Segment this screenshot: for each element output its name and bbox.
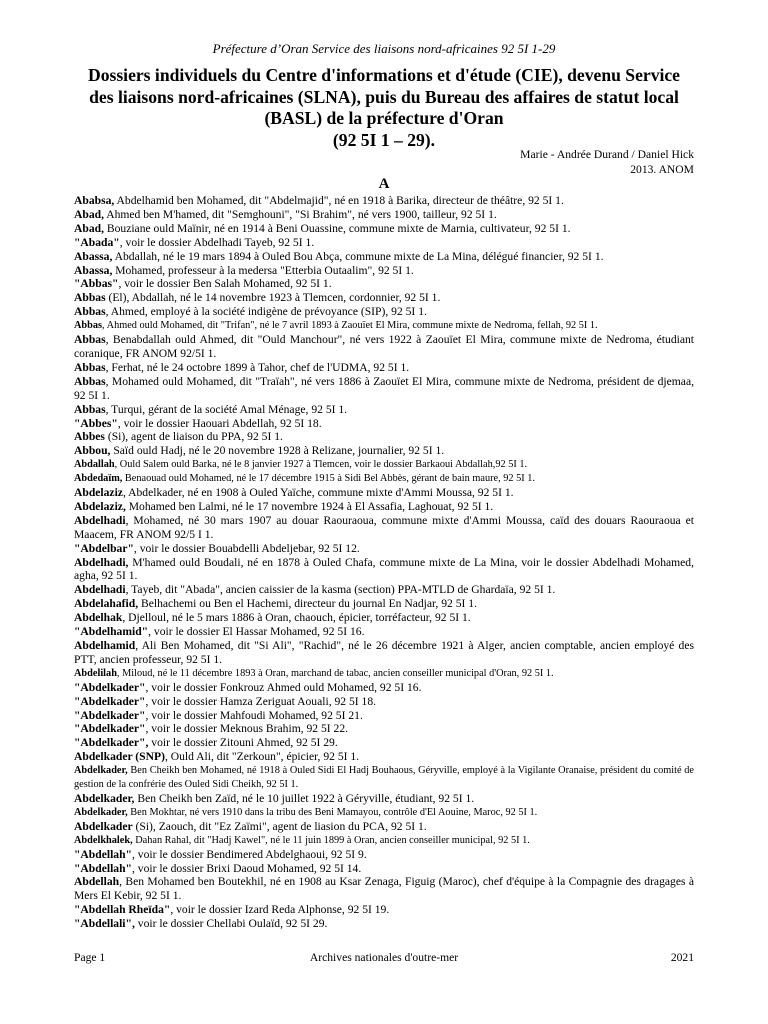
entry-name: "Abdelkader" xyxy=(74,708,146,722)
list-item xyxy=(74,333,694,361)
entry-name: "Abbas" xyxy=(74,277,119,291)
entry-name: Abbas xyxy=(74,402,106,416)
document-title-text: Dossiers individuels du Centre d'informations et d'étude (CIE), devenu Service des liaisons nord-africaines (SLNA), puis du Bureau des affaires de statut local (BASL) de la préfecture d'Oran xyxy=(87,65,680,128)
entry-name: Abdelkhalek, xyxy=(74,834,133,846)
entry-text: , voir le dossier Mahfoudi Mohamed, 92 5I 21. xyxy=(145,708,363,722)
list-item xyxy=(74,264,694,278)
entry-name: Abad, xyxy=(74,207,104,221)
entry-text: (Si), Zaouch, dit "Ez Zaïmi", agent de liasion du PCA, 92 5I 1. xyxy=(132,819,427,833)
list-item xyxy=(74,417,694,431)
list-item xyxy=(74,722,694,736)
list-item xyxy=(74,639,694,667)
entry-text: , voir le dossier Izard Reda Alphonse, 92 5I 19. xyxy=(170,903,390,917)
entry-name: Abad, xyxy=(74,221,104,235)
entry-name: Abdallah xyxy=(74,459,115,471)
entry-text: Ben Cheikh ben Mohamed, né 1918 à Ouled Sidi El Hadj Bouhaous, Géryville, employé à la Vigilante Oranaise, président du comité de gestion de la confrérie des Ouled Sidi Cheikh, 92 5I 1. xyxy=(74,765,694,791)
entry-text: , voir le dossier Haouari Abdellah, 92 5I 18. xyxy=(117,416,322,430)
list-item xyxy=(74,542,694,556)
document-cote: (92 5I 1 – 29). xyxy=(332,129,436,150)
entry-name: "Abdelkader" xyxy=(74,722,146,736)
entry-name: Abdelilah xyxy=(74,667,117,679)
list-item xyxy=(74,709,694,723)
entry-name: Abbas xyxy=(74,374,106,388)
entry-text: , voir le dossier Ben Salah Mohamed, 92 5I 1. xyxy=(118,277,332,291)
entry-name: "Abdelkader" xyxy=(74,680,146,694)
entry-text: Ahmed ben M'hamed, dit "Semghouni", "Si Brahim", né vers 1900, tailleur, 92 5I 1. xyxy=(103,207,497,221)
entry-text: Benaouad ould Mohamed, né le 17 décembre 1915 à Sidi Bel Abbès, gérant de bain maure, 92 5I 1. xyxy=(122,473,535,485)
entry-text: , voir le dossier Abdelhadi Tayeb, 92 5I 1. xyxy=(119,235,315,249)
entry-name: Abdelhak xyxy=(74,611,123,625)
list-item xyxy=(74,834,694,848)
list-item xyxy=(74,375,694,403)
entry-text: , voir le dossier Hamza Zeriguat Aouali, 92 5I 18. xyxy=(145,694,377,708)
entry-text: Dahan Rahal, dit "Hadj Kawel", né le 11 juin 1899 à Oran, ancien conseiller municipal, 92 5I 1. xyxy=(132,834,530,846)
entry-name: Abbes xyxy=(74,430,105,444)
list-item xyxy=(74,430,694,444)
list-item xyxy=(74,903,694,917)
entry-text: , Mohamed, né 30 mars 1907 au douar Raouraoua, commune mixte d'Ammi Moussa, caïd des douars Raouraoua et Maacem, FR ANOM 92/5 I 1. xyxy=(74,513,694,541)
entry-name: Abdelkader, xyxy=(74,791,135,805)
entry-text: Belhachemi ou Ben el Hachemi, directeur du journal En Nadjar, 92 5I 1. xyxy=(138,597,477,611)
list-item xyxy=(74,208,694,222)
entry-name: Abdedaïm, xyxy=(74,473,123,485)
list-item xyxy=(74,806,694,820)
footer-institution: Archives nationales d'outre-mer xyxy=(309,951,459,964)
entry-text: Abdallah, né le 19 mars 1894 à Ouled Bou Abça, commune mixte de La Mina, délégué financier, 92 5I 1. xyxy=(112,249,604,263)
entry-text: , Ould Salem ould Barka, né le 8 janvier 1927 à Tlemcen, voir le dossier Barkaoui Abdallah,92 5I 1. xyxy=(114,459,528,471)
entry-name: Abdelaziz xyxy=(74,486,123,500)
entry-text: , Mohamed ould Mohamed, dit "Traïah", né vers 1886 à Zaouïet El Mira, commune mixte de Nedroma, président de djemaa, 92 5I 1. xyxy=(74,374,694,402)
list-item xyxy=(74,848,694,862)
list-item xyxy=(74,403,694,417)
entry-name: "Abbes" xyxy=(74,416,118,430)
entry-name: Abassa, xyxy=(74,249,113,263)
entry-text: , voir le dossier Brixi Daoud Mohamed, 92 5I 14. xyxy=(131,861,362,875)
list-item xyxy=(74,681,694,695)
footer-year: 2021 xyxy=(670,951,694,964)
list-item xyxy=(74,764,694,792)
entry-text: , voir le dossier Meknous Brahim, 92 5I 22. xyxy=(145,722,349,736)
entry-name: Abdelkader (SNP) xyxy=(74,750,165,764)
list-item xyxy=(74,820,694,834)
entry-name: Abdelkader xyxy=(74,819,133,833)
list-item xyxy=(74,736,694,750)
entry-name: Abdelkader, xyxy=(74,765,128,777)
list-item xyxy=(74,319,694,333)
list-item xyxy=(74,611,694,625)
entry-name: Abbas xyxy=(74,360,106,374)
list-item xyxy=(74,361,694,375)
entry-list xyxy=(74,194,694,931)
list-item xyxy=(74,917,694,931)
entry-text: Mohamed ben Lalmi, né le 17 novembre 1924 à El Assafia, Laghouat, 92 5I 1. xyxy=(125,499,494,513)
list-item xyxy=(74,695,694,709)
entry-text: , voir le dossier Bendimered Abdelghaoui, 92 5I 9. xyxy=(131,847,367,861)
entry-name: Abassa, xyxy=(74,263,113,277)
entry-name: Ababsa, xyxy=(74,194,115,207)
entry-text: (Si), agent de liaison du PPA, 92 5I 1. xyxy=(104,430,283,444)
entry-name: Abdelhadi xyxy=(74,583,126,597)
entry-text: (El), Abdallah, né le 14 novembre 1923 à Tlemcen, cordonnier, 92 5I 1. xyxy=(105,291,441,305)
entry-name: Abdelhadi, xyxy=(74,555,129,569)
entry-text: , Ferhat, né le 24 octobre 1899 à Tahor, chef de l'UDMA, 92 5I 1. xyxy=(105,360,410,374)
list-item xyxy=(74,194,694,208)
list-item xyxy=(74,277,694,291)
list-item xyxy=(74,750,694,764)
entry-name: Abdelaziz, xyxy=(74,499,126,513)
entry-name: "Abdelbar" xyxy=(74,541,134,555)
entry-text: Ben Cheikh ben Zaïd, né le 10 juillet 1922 à Géryville, étudiant, 92 5I 1. xyxy=(134,791,475,805)
entry-name: "Abdelhamid" xyxy=(74,625,149,639)
list-item xyxy=(74,583,694,597)
entry-name: Abdelahafid, xyxy=(74,597,139,611)
list-item xyxy=(74,875,694,903)
list-item xyxy=(74,305,694,319)
entry-text: , Tayeb, dit "Abada", ancien caissier de la kasma (section) PPA-MTLD de Ghardaïa, 92 5I 1. xyxy=(125,583,556,597)
list-item xyxy=(74,444,694,458)
list-item xyxy=(74,597,694,611)
entry-name: "Abdellah Rheïda" xyxy=(74,903,171,917)
entry-name: Abbas xyxy=(74,305,106,319)
entry-text: Bouziane ould Maïnir, né en 1914 à Beni Ouassine, commune mixte de Marnia, cultivateur, 92 5I 1. xyxy=(103,221,571,235)
list-item xyxy=(74,291,694,305)
entry-text: , Ali Ben Mohamed, dit "Si Ali", "Rachid", né le 26 décembre 1921 à Alger, ancien comptable, ancien employé des PTT, ancien professeur, 92 5I 1. xyxy=(74,639,694,666)
entry-name: "Abada" xyxy=(74,235,120,249)
list-item xyxy=(74,500,694,514)
entry-name: Abdelhamid xyxy=(74,639,136,652)
section-letter: A xyxy=(378,176,390,192)
entry-text: , Turqui, gérant de la société Amal Ménage, 92 5I 1. xyxy=(105,402,348,416)
entry-text: , Ben Mohamed ben Boutekhil, né en 1908 au Ksar Zenaga, Figuig (Maroc), chef d'équipe à la Compagnie des dragages à Mers El Kebir, 92 5I 1. xyxy=(74,875,694,903)
list-item xyxy=(74,556,694,584)
entry-text: voir le dossier Chellabi Oulaïd, 92 5I 29. xyxy=(134,917,328,931)
page-footer xyxy=(74,950,694,966)
list-item xyxy=(74,250,694,264)
document-title xyxy=(74,65,694,151)
entry-name: Abdellah xyxy=(74,875,120,889)
entry-text: , voir le dossier Bouabdelli Abdeljebar, 92 5I 12. xyxy=(133,541,360,555)
authors-names: Marie - Andrée Durand / Daniel Hick xyxy=(520,148,694,161)
entry-text: Mohamed, professeur à la medersa "Etterbia Outaalim", 92 5I 1. xyxy=(112,263,414,277)
authors-year-source: 2013. ANOM xyxy=(630,163,694,176)
entry-name: Abbas xyxy=(74,320,103,332)
entry-text: , Ahmed, employé à la société indigène de prévoyance (SIP), 92 5I 1. xyxy=(105,305,427,319)
entry-text: , Miloud, né le 11 décembre 1893 à Oran, marchand de tabac, ancien conseiller municipal d'Oran, 92 5I 1. xyxy=(116,667,554,679)
entry-text: voir le dossier Zitouni Ahmed, 92 5I 29. xyxy=(148,736,338,750)
entry-name: Abbou, xyxy=(74,444,111,458)
entry-name: Abdelhadi xyxy=(74,513,126,527)
footer-page-number: Page 1 xyxy=(74,951,106,964)
entry-text: , voir le dossier Fonkrouz Ahmed ould Mohamed, 92 5I 16. xyxy=(145,680,422,694)
authors-block xyxy=(520,147,694,177)
entry-name: "Abdelkader", xyxy=(74,736,149,750)
entry-text: , Abdelkader, né en 1908 à Ouled Yaïche, commune mixte d'Ammi Moussa, 92 5I 1. xyxy=(122,486,514,500)
list-item xyxy=(74,862,694,876)
entry-text: Ben Mokhtar, né vers 1910 dans la tribu des Beni Mamayou, contrôle d'El Aouine, Maroc, 92 5I 1. xyxy=(127,806,538,818)
entry-text: , Benabdallah ould Ahmed, dit "Ould Manchour", né vers 1922 à Zaouïet El Mira, commune mixte de Nedroma, étudiant coranique, FR ANOM 92/5I 1. xyxy=(74,333,694,360)
list-item xyxy=(74,222,694,236)
running-header: Préfecture d’Oran Service des liaisons nord-africaines 92 5I 1-29 xyxy=(212,41,556,56)
entry-text: , Djelloul, né le 5 mars 1886 à Oran, chaouch, épicier, torréfacteur, 92 5I 1. xyxy=(122,611,471,625)
list-item xyxy=(74,792,694,806)
entry-text: Abdelhamid ben Mohamed, dit "Abdelmajid", né en 1918 à Barika, directeur de théâtre, 92 5I 1. xyxy=(114,194,564,207)
entry-text: , Ahmed ould Mohamed, dit "Trifan", né le 7 avril 1893 à Zaouïet El Mira, commune mixte de Nedroma, fellah, 92 5I 1. xyxy=(102,320,598,332)
list-item xyxy=(74,236,694,250)
entry-text: , voir le dossier El Hassar Mohamed, 92 5I 16. xyxy=(148,625,365,639)
list-item xyxy=(74,472,694,486)
entry-text: Saïd ould Hadj, né le 20 novembre 1928 à Relizane, journalier, 92 5I 1. xyxy=(110,444,445,458)
entry-name: "Abdellali", xyxy=(74,917,135,931)
entry-text: , Ould Ali, dit "Zerkoun", épicier, 92 5I 1. xyxy=(164,750,360,764)
entry-name: Abdelkader, xyxy=(74,806,128,818)
list-item xyxy=(74,486,694,500)
entry-text: M'hamed ould Boudali, né en 1878 à Ouled Chafa, commune mixte de La Mina, voir le dossier Abdelhadi Mohamed, agha, 92 5I 1. xyxy=(74,555,694,583)
entry-name: "Abdelkader" xyxy=(74,694,146,708)
list-item xyxy=(74,667,694,681)
entry-name: Abbas xyxy=(74,291,106,305)
entry-name: "Abdellah" xyxy=(74,861,132,875)
list-item xyxy=(74,514,694,542)
list-item xyxy=(74,458,694,472)
list-item xyxy=(74,625,694,639)
entry-name: "Abdellah" xyxy=(74,847,132,861)
entry-name: Abbas xyxy=(74,333,106,347)
